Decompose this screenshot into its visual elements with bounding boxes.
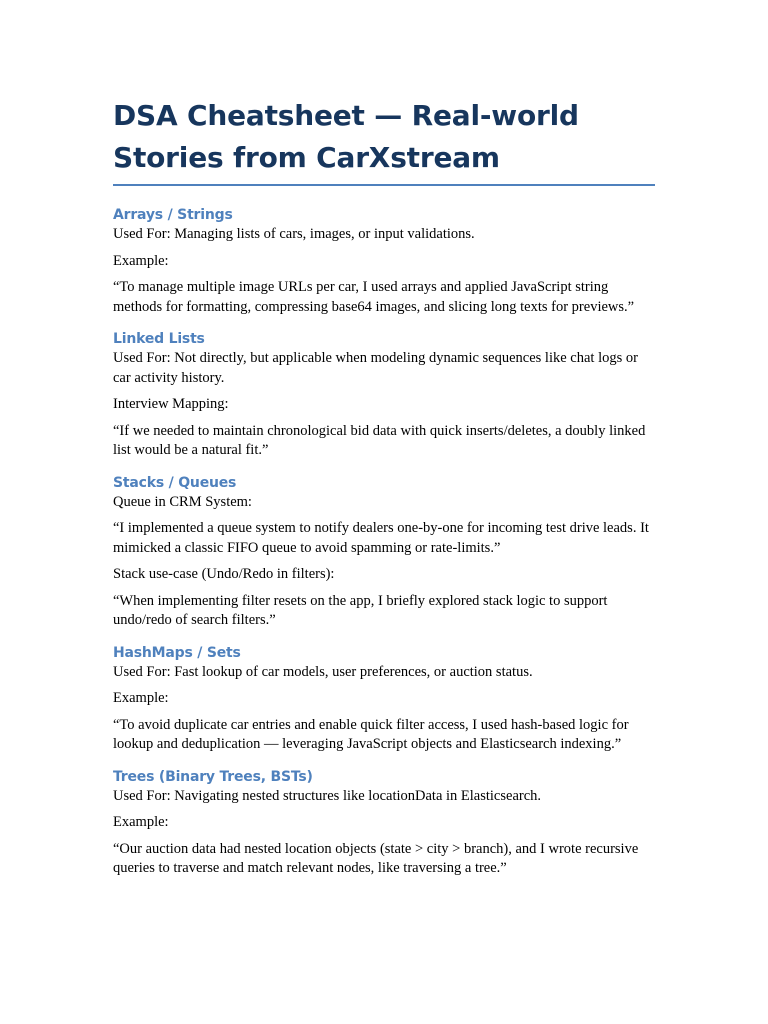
paragraph-used-for: Used For: Managing lists of cars, images, or input validations. <box>113 226 475 242</box>
section-heading: Stacks / Queues <box>113 474 237 491</box>
paragraph-quote: “When implementing filter resets on the app, I briefly explored stack logic to support undo/redo of search filters.” <box>113 592 608 628</box>
section-trees <box>113 767 655 879</box>
paragraph-quote: “If we needed to maintain chronological bid data with quick inserts/deletes, a doubly linked list would be a natural fit.” <box>113 422 646 458</box>
paragraph-label: Stack use-case (Undo/Redo in filters): <box>113 566 335 582</box>
section-stacks-queues <box>113 473 655 631</box>
paragraph-quote: “Our auction data had nested location objects (state > city > branch), and I wrote recursive queries to traverse and match relevant nodes, like traversing a tree.” <box>113 840 639 876</box>
paragraph-used-for: Used For: Not directly, but applicable when modeling dynamic sequences like chat logs or car activity history. <box>113 350 638 386</box>
section-heading: Arrays / Strings <box>113 207 233 223</box>
paragraph-quote: “To avoid duplicate car entries and enable quick filter access, I used hash-based logic for lookup and deduplication — leveraging JavaScript objects and Elasticsearch indexing.” <box>113 716 629 752</box>
paragraph-quote: “I implemented a queue system to notify dealers one-by-one for incoming test drive leads. It mimicked a classic FIFO queue to avoid spamming or rate-limits.” <box>113 520 649 556</box>
paragraph-label: Interview Mapping: <box>113 396 229 412</box>
paragraph-label: Example: <box>113 814 169 830</box>
paragraph-used-for: Used For: Fast lookup of car models, user preferences, or auction status. <box>113 663 533 680</box>
section-linked-lists <box>113 329 655 461</box>
document-page <box>113 95 655 879</box>
paragraph-label: Example: <box>113 690 169 706</box>
paragraph-quote: “To manage multiple image URLs per car, I used arrays and applied JavaScript string methods for formatting, compressing base64 images, and slicing long texts for previews.” <box>113 279 635 315</box>
page-title: DSA Cheatsheet — Real-world Stories from CarXstream <box>113 95 655 186</box>
paragraph-label: Queue in CRM System: <box>113 493 252 510</box>
paragraph-label: Example: <box>113 252 169 269</box>
section-arrays-strings <box>113 205 655 317</box>
section-heading: Linked Lists <box>113 331 205 347</box>
paragraph-used-for: Used For: Navigating nested structures like locationData in Elasticsearch. <box>113 787 542 804</box>
section-heading: Trees (Binary Trees, BSTs) <box>113 768 313 785</box>
section-heading: HashMaps / Sets <box>113 644 241 661</box>
section-hashmaps-sets <box>113 643 655 755</box>
